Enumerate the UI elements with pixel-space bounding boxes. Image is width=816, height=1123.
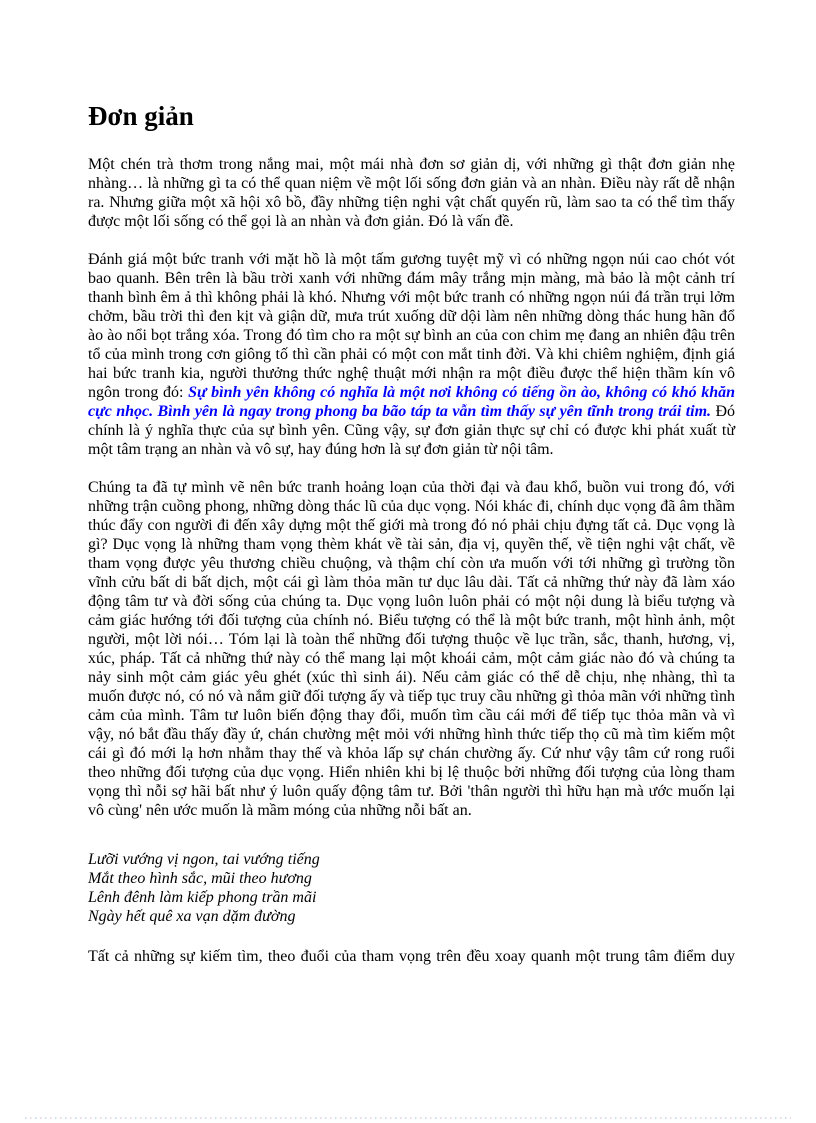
verse-block <box>88 850 735 926</box>
paragraph-two-pictures-tail: Đó chính là ý nghĩa thực của sự bình yên. Cũng vậy, sự đơn giản thực sự chỉ có được khi phát xuất từ một tâm trạng an nhàn và vô sự, hay đúng hơn là sự đơn giản từ nội tâm. <box>88 403 735 459</box>
verse-line-4: Ngày hết quê xa vạn dặm đường <box>88 908 296 926</box>
verse-line-3: Lênh đênh làm kiếp phong trần mãi <box>88 889 317 907</box>
paragraph-conclusion-start: Tất cả những sự kiếm tìm, theo đuổi của tham vọng trên đều xoay quanh một trung tâm điểm duy <box>88 948 735 966</box>
verse-line-2: Mắt theo hình sắc, mũi theo hương <box>88 870 312 888</box>
page-title: Đơn giản <box>88 101 194 131</box>
paragraph-desire: Chúng ta đã tự mình vẽ nên bức tranh hoảng loạn của thời đại và đau khổ, buồn vui trong đó, với những trận cuồng phong, những dòng thác lũ của dục vọng. Nói khác đi, chính dục vọng đã âm thầm thúc đẩy con người đi đến xây dựng một thế giới mà trong đó nó phải chịu đựng tất cả. Dục vọng là gì? Dục vọng là những tham vọng thèm khát về tài sản, địa vị, quyền thế, về tiện nghi vật chất, về tham vọng được yêu thương chiều chuộng, và thậm chí còn ưa muốn với tới những gì trường tồn vĩnh cửu bất di bất dịch, một cái gì làm thỏa mãn tư dục lâu dài. Tất cả những thứ này đã làm xáo động tâm tư và đời sống của chúng ta. Dục vọng luôn luôn phải có một nội dung là biểu tượng và cảm giác hướng tới đối tượng của chính nó. Biểu tượng có thể là một bức tranh, một hình ảnh, một người, một lời nói… Tóm lại là toàn thể những đối tượng thuộc về lục trần, sắc, thanh, hương, vị, xúc, pháp. Tất cả những thứ này có thể mang lại một khoái cảm, một cảm giác nào đó và chúng ta nảy sinh một cảm giác yêu ghét (xúc thì sinh ái). Nếu cảm giác có thể dễ chịu, nhẹ nhàng, thì ta muốn được nó, có nó và nắm giữ đối tượng ấy và tiếp tục truy cầu những gì thỏa mãn với những tình cảm của mình. Tâm tư luôn biến động thay đổi, muốn tìm cầu cái mới để tiếp tục thỏa mãn và vì vậy, nó bắt đầu thấy đầy ứ, chán chường mệt mỏi với những hình thức tiếp thọ cũ mà tìm kiếm một cái gì đó mới lạ hơn nhằm thay thế và khỏa lấp sự chán chường ấy. Cứ như vậy tâm cứ rong ruổi theo những đối tượng của dục vọng. Hiển nhiên khi bị lệ thuộc bởi những đối tượng của lòng tham vọng thì nỗi sợ hãi bất như ý luôn quấy động tâm tư. Bởi 'thân người thì hữu hạn mà ước muốn lại vô cùng' nên ước muốn là mầm móng của những nỗi bất an. <box>88 479 735 820</box>
paragraph-two-pictures-lead: Đánh giá một bức tranh với mặt hồ là một tấm gương tuyệt mỹ vì có những ngọn núi cao chót vót bao quanh. Bên trên là bầu trời xanh với những đám mây trắng mịn màng, mà bảo là một cảnh trí thanh bình êm ả thì không phải là khó. Nhưng với một bức tranh có những ngọn núi đá trần trụi lởm chởm, bầu trời thì đen kịt và giận dữ, mưa trút xuống dữ dội làm nên những dòng thác hung hãn đổ ào ào nổi bọt trắng xóa. Trong đó tìm cho ra một sự bình an của con chim mẹ đang an nhiên đậu trên tổ của mình trong cơn giông tố thì cần phải có một con mắt tinh đời. Và khi chiêm nghiệm, định giá hai bức tranh kia, người thưởng thức nghệ thuật mới nhận ra một điều được thể hiện thầm kín vô ngôn trong đó: <box>88 251 735 402</box>
page-break-dotted-line <box>25 1117 791 1119</box>
verse-line-1: Lưỡi vướng vị ngon, tai vướng tiếng <box>88 851 320 869</box>
paragraph-intro: Một chén trà thơm trong nắng mai, một mái nhà đơn sơ giản dị, với những gì thật đơn giản nhẹ nhàng… là những gì ta có thể quan niệm về một lối sống đơn giản và an nhàn. Điều này rất dễ nhận ra. Nhưng giữa một xã hội xô bồ, đầy những tiện nghi vật chất quyến rũ, làm sao ta có thể tìm thấy được một lối sống có thể gọi là an nhàn và đơn giản. Đó là vấn đề. <box>88 156 735 231</box>
peace-quote-highlight: Sự bình yên không có nghĩa là một nơi không có tiếng ồn ào, không có khó khăn cực nhọc. Bình yên là ngay trong phong ba bão táp ta vẫn tìm thấy sự yên tĩnh trong trái tim. <box>88 384 736 421</box>
paragraph-two-pictures <box>88 250 735 459</box>
